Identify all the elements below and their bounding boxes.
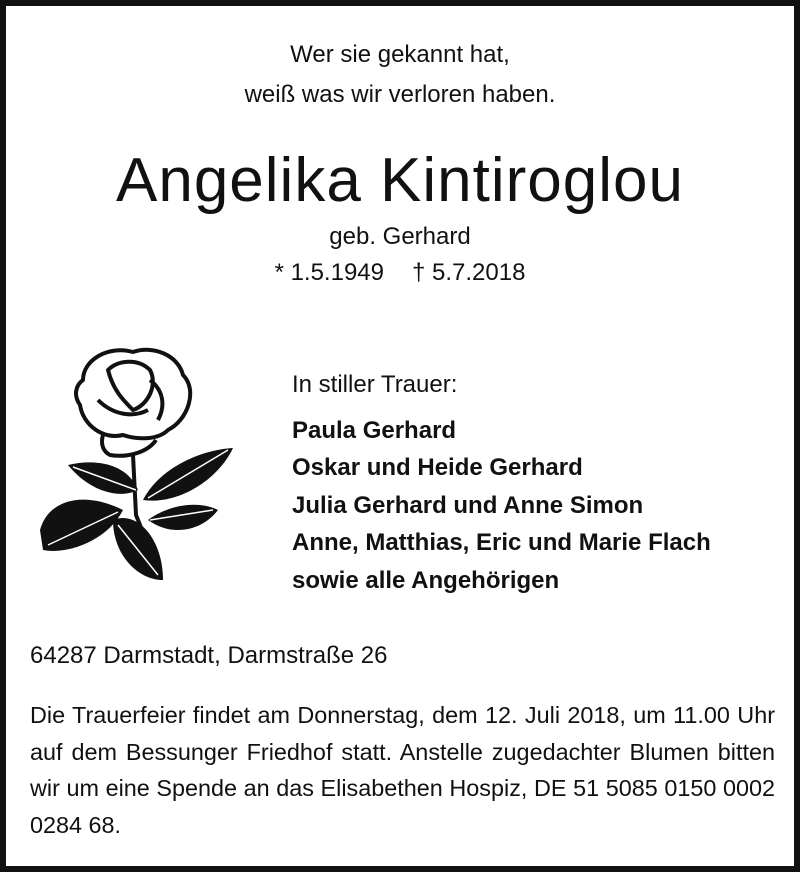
mourners-heading: In stiller Trauer: [292, 371, 458, 398]
rose-icon [38, 340, 238, 590]
death-date: † 5.7.2018 [412, 259, 526, 286]
motto-line-1: Wer sie gekannt hat, [290, 41, 510, 68]
birth-date: * 1.5.1949 [274, 259, 384, 286]
maiden-name: geb. Gerhard [329, 223, 471, 250]
funeral-details: Die Trauerfeier findet am Donnerstag, dem 12. Juli 2018, um 11.00 Uhr auf dem Bessunger Friedhof statt. Anstelle zugedachter Blumen bitten wir um eine Spende an das Elisabethen Hospiz, DE 51 5085 0150 0002 0284 68. [30, 702, 775, 838]
address: 64287 Darmstadt, Darmstraße 26 [30, 642, 388, 669]
mourner-name: Oskar und Heide Gerhard [292, 454, 583, 481]
motto-line-2: weiß was wir verloren haben. [244, 81, 556, 108]
life-dates [0, 258, 800, 288]
deceased-name: Angelika Kintiroglou [115, 146, 684, 215]
mourner-name: Anne, Matthias, Eric und Marie Flach [292, 529, 711, 556]
mourner-name: sowie alle Angehörigen [292, 566, 560, 594]
mourner-name: Julia Gerhard und Anne Simon [292, 491, 644, 519]
mourner-name: Paula Gerhard [292, 416, 457, 444]
mourners-block [292, 366, 711, 599]
